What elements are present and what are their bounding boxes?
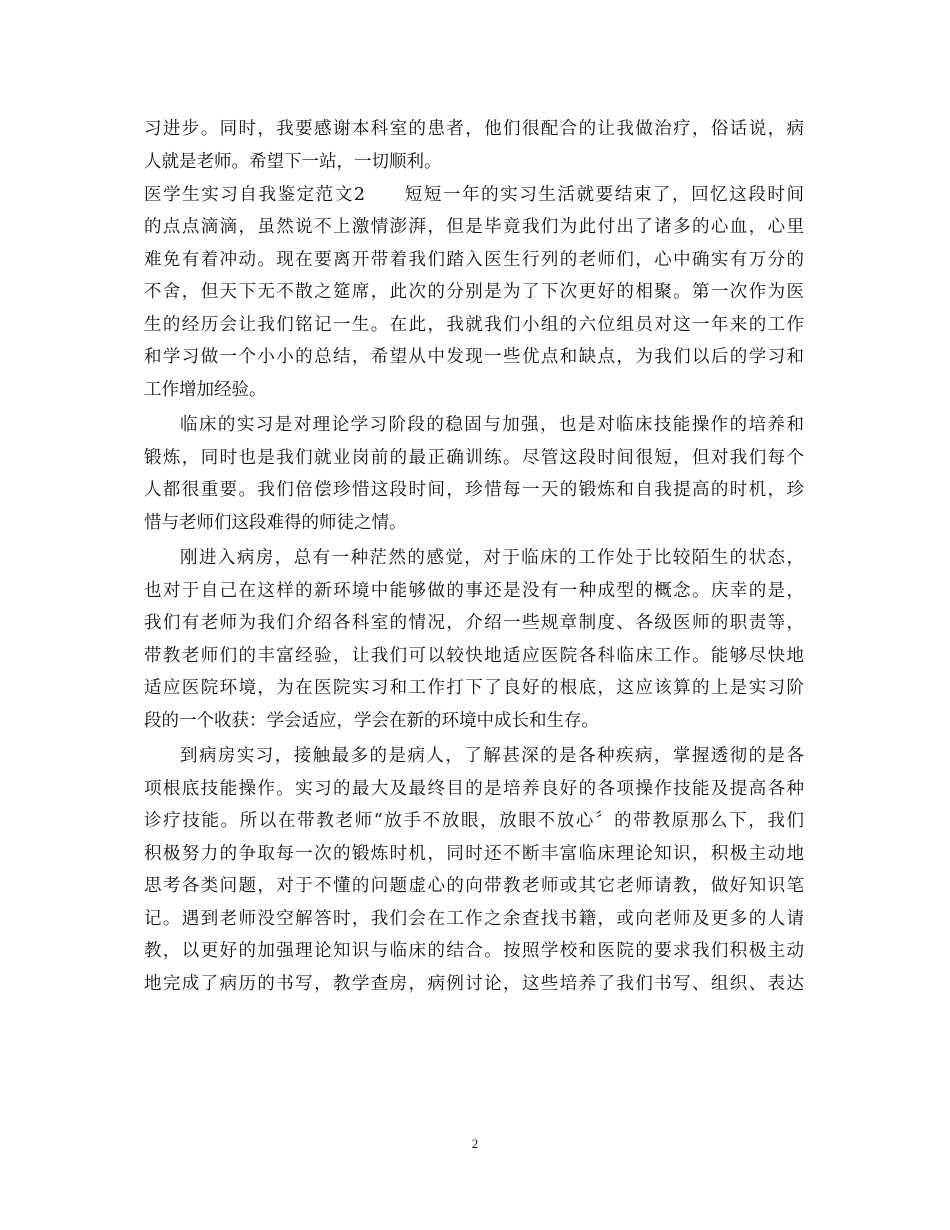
text-line: 地完成了病历的书写，教学查房，病例讨论，这些培养了我们书写、组织、表达	[144, 974, 804, 994]
text-line: 工作增加经验。	[144, 380, 267, 400]
text-line: 医学生实习自我鉴定范文2 短短一年的实习生活就要结束了，回忆这段时间	[144, 185, 804, 205]
text-line: 人都很重要。我们倍偿珍惜这段时间，珍惜每一天的锻炼和自我提高的时机，珍	[144, 480, 804, 500]
text-line: 项根底技能操作。实习的最大及最终目的是培养良好的各项操作技能及提高各种	[144, 779, 804, 799]
text-line: 生的经历会让我们铭记一生。在此，我就我们小组的六位组员对这一年来的工作	[144, 315, 804, 335]
text-line: 我们有老师为我们介绍各科室的情况，介绍一些规章制度、各级医师的职责等，	[144, 613, 804, 633]
paragraph-first-line: 到病房实习，接触最多的是病人，了解甚深的是各种疾病，掌握透彻的是各	[180, 746, 804, 766]
text-line: 思考各类问题，对于不懂的问题虚心的向带教老师或其它老师请教，做好知识笔	[144, 876, 804, 896]
text-line: 教，以更好的加强理论知识与临床的结合。按照学校和医院的要求我们积极主动	[144, 941, 804, 961]
text-line: 段的一个收获：学会适应，学会在新的环境中成长和生存。	[144, 711, 599, 731]
paragraph-first-line: 临床的实习是对理论学习阶段的稳固与加强，也是对临床技能操作的培养和	[180, 415, 804, 435]
text-line: 惜与老师们这段难得的师徒之情。	[144, 513, 407, 533]
text-line: 难免有着冲动。现在要离开带着我们踏入医生行列的老师们，心中确实有万分的	[144, 250, 804, 270]
text-line: 和学习做一个小小的总结，希望从中发现一些优点和缺点，为我们以后的学习和	[144, 347, 804, 367]
text-line: 人就是老师。希望下一站，一切顺利。	[144, 152, 442, 172]
text-line: 习进步。同时，我要感谢本科室的患者，他们很配合的让我做治疗，俗话说，病	[144, 119, 804, 139]
text-line: 也对于自己在这样的新环境中能够做的事还是没有一种成型的概念。庆幸的是，	[144, 581, 804, 601]
paragraph-first-line: 刚进入病房，总有一种茫然的感觉，对于临床的工作处于比较陌生的状态，	[180, 548, 804, 568]
page-number: 2	[471, 1136, 479, 1151]
text-line: 带教老师们的丰富经验，让我们可以较快地适应医院各科临床工作。能够尽快地	[144, 646, 804, 666]
text-line: 积极努力的争取每一次的锻炼时机，同时还不断丰富临床理论知识，积极主动地	[144, 844, 804, 864]
text-line: 记。遇到老师没空解答时，我们会在工作之余查找书籍，或向老师及更多的人请	[144, 909, 804, 929]
text-line: 不舍，但天下无不散之筵席，此次的分别是为了下次更好的相聚。第一次作为医	[144, 282, 804, 302]
text-line: 诊疗技能。所以在带教老师“放手不放眼，放眼不放心〞的带教原那么下，我们	[144, 811, 804, 831]
text-line: 的点点滴滴，虽然说不上激情澎湃，但是毕竟我们为此付出了诸多的心血，心里	[144, 217, 804, 237]
text-line: 锻炼，同时也是我们就业岗前的最正确训练。尽管这段时间很短，但对我们每个	[144, 448, 804, 468]
text-line: 适应医院环境，为在医院实习和工作打下了良好的根底，这应该算的上是实习阶	[144, 678, 804, 698]
